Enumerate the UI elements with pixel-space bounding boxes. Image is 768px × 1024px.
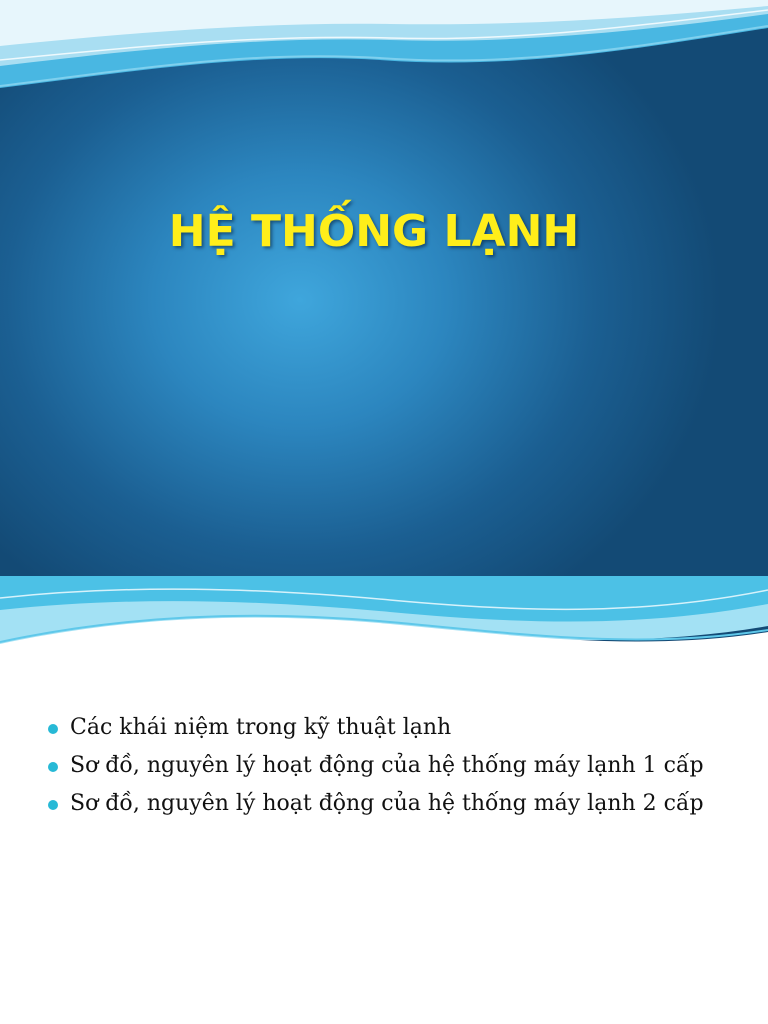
bullet-list <box>46 712 726 826</box>
bullet-item <box>46 750 726 782</box>
bullet-text: Sơ đồ, nguyên lý hoạt động của hệ thống máy lạnh 1 cấp <box>70 753 704 778</box>
bullet-dot-icon <box>48 724 58 734</box>
bullet-item <box>46 712 726 744</box>
bullet-dot-icon <box>48 800 58 810</box>
slide-title: HỆ THỐNG LẠNH <box>168 206 580 257</box>
bullet-dot-icon <box>48 762 58 772</box>
bullet-item <box>46 788 726 820</box>
bullet-text: Sơ đồ, nguyên lý hoạt động của hệ thống máy lạnh 2 cấp <box>70 791 704 816</box>
bullet-text: Các khái niệm trong kỹ thuật lạnh <box>70 715 452 740</box>
